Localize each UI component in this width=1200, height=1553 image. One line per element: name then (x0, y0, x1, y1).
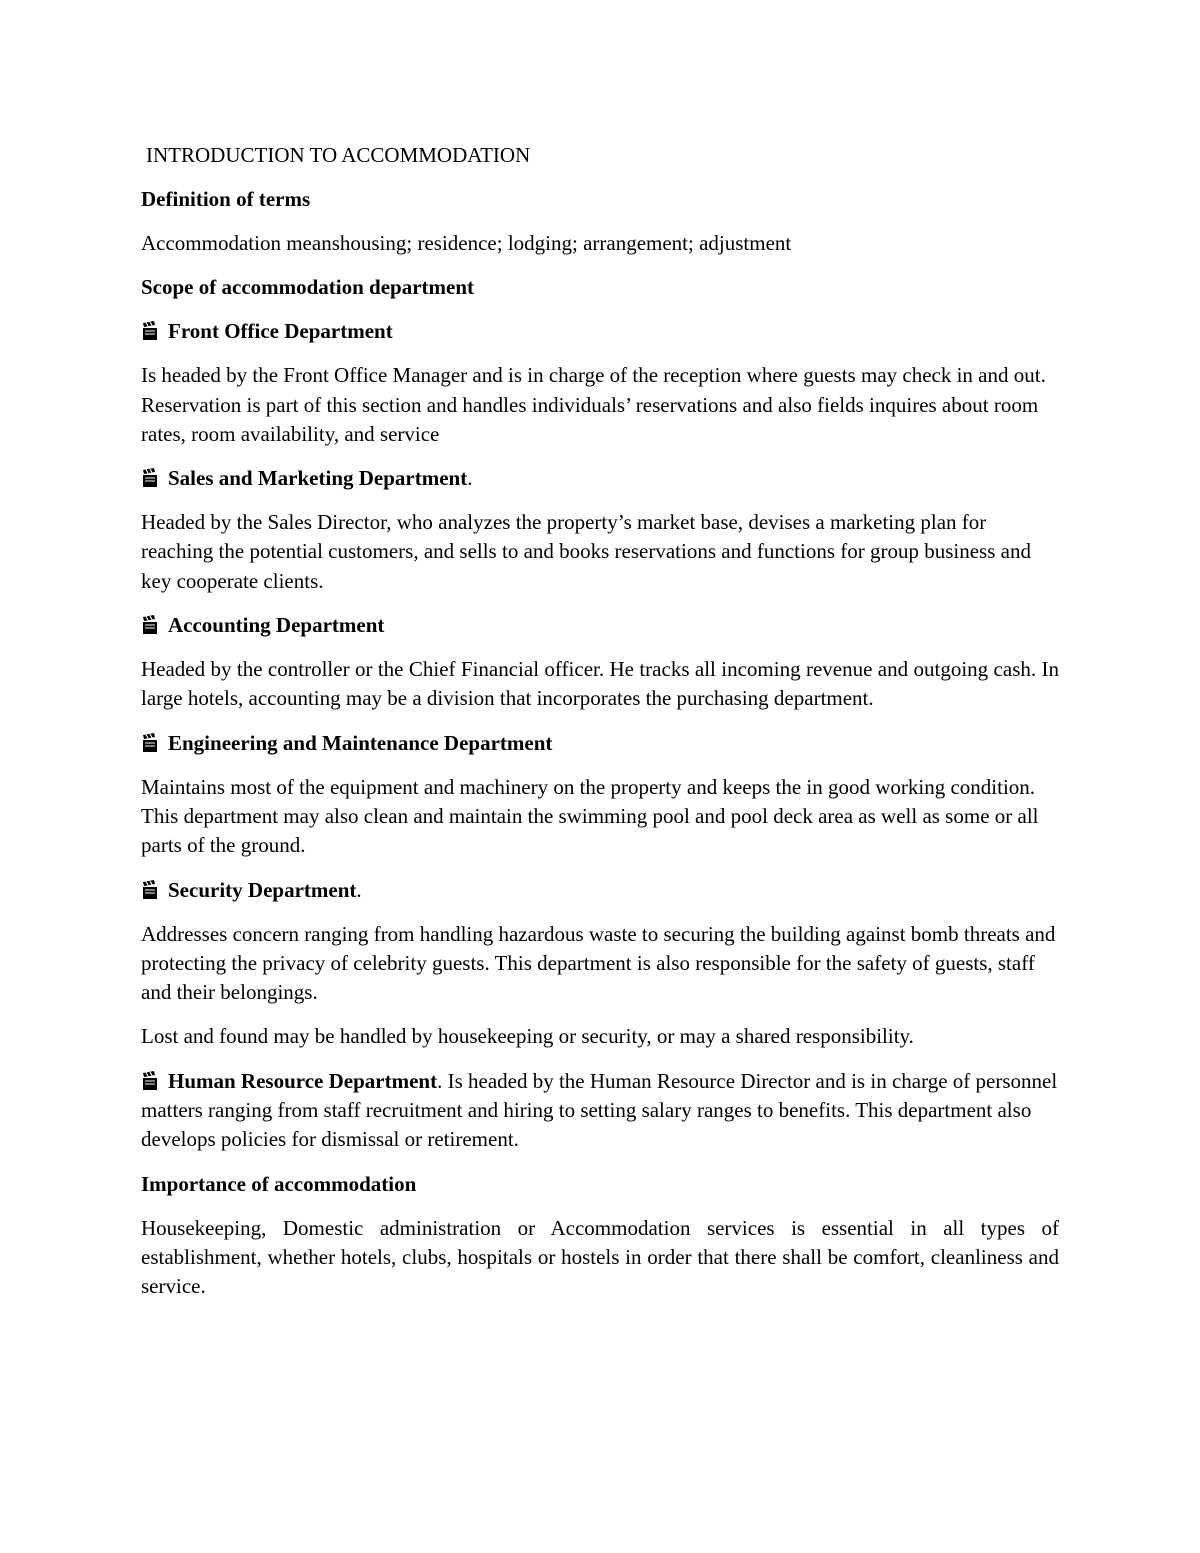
department-name: Security Department (168, 877, 357, 902)
scope-heading: Scope of accommodation department (141, 275, 475, 300)
department-name: Front Office Department (168, 319, 393, 344)
department-heading-accounting (141, 611, 1059, 640)
importance-text: Housekeeping, Domestic administration or Accommodation services is essential in all types of establishment, whether hotels, clubs, hospitals or hostels in order that there shall be comfort, cleanliness and service. (141, 1215, 1059, 1299)
department-description-human-resource: Is headed by the Human Resource Director and is in charge of personnel matters ranging from staff recruitment and hiring to setting salary ranges to benefits. This department also develops policies for dismissal or retirement. (141, 1068, 1058, 1152)
department-description-security: Addresses concern ranging from handling hazardous waste to securing the building against bomb threats and protecting the privacy of celebrity guests. This department is also responsible for the safety of guests, staff and their belongings. (141, 921, 1056, 1005)
department-description-front-office: Is headed by the Front Office Manager and is in charge of the reception where guests may check in and out. Reservation is part of this section and handles individuals’ reservations and also fields inquires about room rates, room availability, and service (141, 363, 1046, 446)
clapperboard-icon (141, 880, 159, 900)
lost-and-found-note: Lost and found may be handled by housekeeping or security, or may a shared responsibility. (141, 1024, 914, 1049)
department-name: Accounting Department (168, 613, 385, 638)
clapperboard-icon (141, 733, 159, 753)
clapperboard-icon (141, 321, 159, 341)
document-title: INTRODUCTION TO ACCOMMODATION (146, 143, 531, 167)
clapperboard-icon (141, 468, 159, 488)
document-page (141, 141, 1059, 1317)
importance-heading: Importance of accommodation (141, 1171, 417, 1196)
clapperboard-icon (141, 615, 159, 635)
department-name: Human Resource Department (168, 1068, 438, 1093)
department-heading-security (141, 876, 1059, 905)
clapperboard-icon (141, 1071, 159, 1091)
department-description-sales-marketing: Headed by the Sales Director, who analyzes the property’s market base, devises a marketing plan for reaching the potential customers, and sells to and books reservations and functions for group business and key cooperate clients. (141, 510, 1031, 593)
department-name-suffix: . (467, 466, 473, 491)
department-name-suffix: . (437, 1068, 443, 1093)
department-name-suffix: . (356, 877, 362, 902)
department-paragraph-human-resource (141, 1067, 1059, 1155)
department-heading-sales-marketing (141, 464, 1059, 493)
definition-text: Accommodation meanshousing; residence; lodging; arrangement; adjustment (141, 231, 792, 255)
definition-heading: Definition of terms (141, 187, 311, 211)
department-name: Engineering and Maintenance Department (168, 730, 553, 755)
department-name: Sales and Marketing Department (168, 466, 468, 491)
department-heading-front-office (141, 317, 1059, 346)
department-heading-engineering (141, 729, 1059, 758)
department-description-engineering: Maintains most of the equipment and machinery on the property and keeps the in good working condition. This department may also clean and maintain the swimming pool and pool deck area as well as some or all parts of the ground. (141, 774, 1039, 858)
department-description-accounting: Headed by the controller or the Chief Financial officer. He tracks all incoming revenue and outgoing cash. In large hotels, accounting may be a division that incorporates the purchasing department. (141, 657, 1059, 711)
